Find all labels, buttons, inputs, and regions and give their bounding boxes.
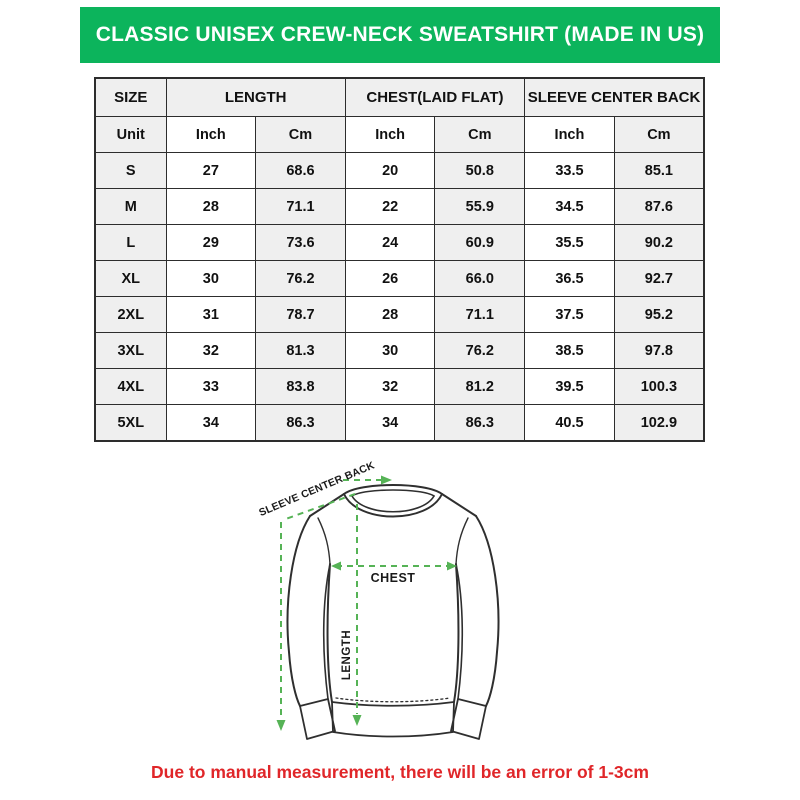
value-cell: 34: [345, 405, 435, 442]
size-cell: 4XL: [95, 369, 166, 405]
value-cell: 81.2: [435, 369, 525, 405]
value-cell: 20: [345, 153, 435, 189]
value-cell: 37.5: [525, 297, 615, 333]
value-cell: 66.0: [435, 261, 525, 297]
value-cell: 85.1: [614, 153, 704, 189]
size-chart-table: [94, 77, 705, 442]
size-cell: M: [95, 189, 166, 225]
value-cell: 30: [166, 261, 256, 297]
value-cell: 27: [166, 153, 256, 189]
size-cell: XL: [95, 261, 166, 297]
size-cell: 2XL: [95, 297, 166, 333]
size-cell: 3XL: [95, 333, 166, 369]
value-cell: 34: [166, 405, 256, 442]
unit-cm: Cm: [435, 117, 525, 153]
size-cell: L: [95, 225, 166, 261]
value-cell: 81.3: [256, 333, 346, 369]
value-cell: 102.9: [614, 405, 704, 442]
sweatshirt-measurement-diagram: [240, 452, 570, 760]
table-row: [95, 153, 704, 189]
value-cell: 34.5: [525, 189, 615, 225]
value-cell: 35.5: [525, 225, 615, 261]
table-row: [95, 333, 704, 369]
arrow-right-icon: [381, 476, 392, 485]
value-cell: 26: [345, 261, 435, 297]
value-cell: 31: [166, 297, 256, 333]
unit-inch: Inch: [166, 117, 256, 153]
value-cell: 38.5: [525, 333, 615, 369]
value-cell: 76.2: [435, 333, 525, 369]
value-cell: 68.6: [256, 153, 346, 189]
sweatshirt-outline: [288, 485, 499, 739]
value-cell: 90.2: [614, 225, 704, 261]
arrow-left-icon: [331, 562, 341, 571]
value-cell: 39.5: [525, 369, 615, 405]
table-row: [95, 297, 704, 333]
header-bar: [80, 7, 720, 63]
measurement-arrowheads: [277, 476, 458, 732]
value-cell: 30: [345, 333, 435, 369]
value-cell: 71.1: [435, 297, 525, 333]
unit-header-row: [95, 117, 704, 153]
value-cell: 78.7: [256, 297, 346, 333]
sleeve-center-back-label: SLEEVE CENTER BACK: [257, 459, 377, 520]
value-cell: 32: [345, 369, 435, 405]
arrow-down-icon: [277, 720, 286, 731]
unit-inch: Inch: [525, 117, 615, 153]
measurement-error-note: Due to manual measurement, there will be an error of 1-3cm: [151, 762, 649, 782]
value-cell: 71.1: [256, 189, 346, 225]
value-cell: 86.3: [435, 405, 525, 442]
value-cell: 92.7: [614, 261, 704, 297]
value-cell: 22: [345, 189, 435, 225]
size-cell: S: [95, 153, 166, 189]
value-cell: 76.2: [256, 261, 346, 297]
value-cell: 86.3: [256, 405, 346, 442]
table-row: [95, 225, 704, 261]
value-cell: 33: [166, 369, 256, 405]
size-cell: 5XL: [95, 405, 166, 442]
table-row: [95, 369, 704, 405]
chest-label: CHEST: [370, 571, 416, 585]
value-cell: 50.8: [435, 153, 525, 189]
value-cell: 60.9: [435, 225, 525, 261]
value-cell: 32: [166, 333, 256, 369]
col-header-size: SIZE: [95, 78, 166, 117]
unit-cm: Cm: [614, 117, 704, 153]
value-cell: 29: [166, 225, 256, 261]
value-cell: 28: [166, 189, 256, 225]
arrow-down-icon: [353, 715, 362, 726]
col-header-sleeve: SLEEVE CENTER BACK: [525, 78, 704, 117]
value-cell: 24: [345, 225, 435, 261]
value-cell: 33.5: [525, 153, 615, 189]
group-header-row: [95, 78, 704, 117]
page-title: CLASSIC UNISEX CREW-NECK SWEATSHIRT (MADE IN US): [95, 23, 705, 46]
value-cell: 87.6: [614, 189, 704, 225]
value-cell: 28: [345, 297, 435, 333]
value-cell: 95.2: [614, 297, 704, 333]
measurement-lines: [281, 480, 452, 718]
unit-inch: Inch: [345, 117, 435, 153]
value-cell: 73.6: [256, 225, 346, 261]
table-row: [95, 405, 704, 442]
value-cell: 36.5: [525, 261, 615, 297]
unit-label: Unit: [95, 117, 166, 153]
value-cell: 97.8: [614, 333, 704, 369]
value-cell: 40.5: [525, 405, 615, 442]
col-header-chest: CHEST(LAID FLAT): [345, 78, 524, 117]
col-header-length: LENGTH: [166, 78, 345, 117]
table-row: [95, 189, 704, 225]
value-cell: 83.8: [256, 369, 346, 405]
table-row: [95, 261, 704, 297]
value-cell: 100.3: [614, 369, 704, 405]
unit-cm: Cm: [256, 117, 346, 153]
value-cell: 55.9: [435, 189, 525, 225]
length-label: LENGTH: [341, 629, 353, 681]
